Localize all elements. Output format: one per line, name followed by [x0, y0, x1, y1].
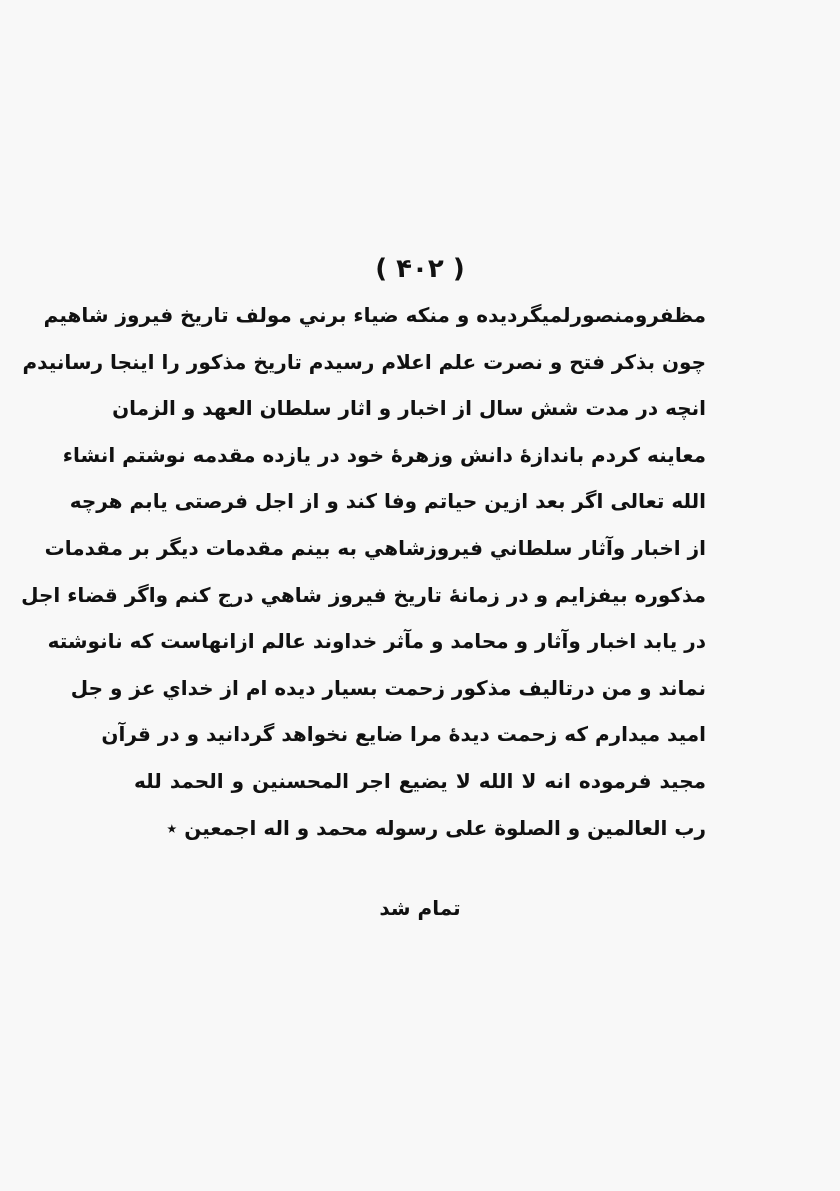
text-line: انچه در مدت شش سال از اخبار و اثار سلطان العهد و الزمان	[112, 396, 706, 421]
page-number: ( ۴۰۲ )	[375, 254, 465, 284]
text-line: مظفرومنصورلميگرديده و منکه ضياء برني مولف تاريخ فيروز شاهيم	[43, 303, 706, 327]
text-line: اميد ميدارم که زحمت ديدۀ مرا ضايع نخواهد گردانيد و در قرآن	[101, 722, 706, 747]
body-text	[21, 292, 706, 851]
text-line: الله تعالى اگر بعد ازين حياتم وفا کند و از اجل فرصتى يابم هرچه	[69, 489, 706, 514]
text-line: نماند و من درتاليف مذکور زحمت بسيار ديده ام از خداي عز و جل	[70, 675, 706, 700]
text-line: از اخبار وآثار سلطاني فيروزشاهي به بينم مقدمات ديگر بر مقدمات	[44, 535, 706, 560]
text-line: معاينه کردم باندازۀ دانش وزهرۀ خود در يازده مقدمه نوشتم انشاء	[62, 442, 706, 467]
text-line: مجيد فرموده انه لا الله لا يضيع اجر المحسنين و الحمد لله	[134, 768, 706, 793]
text-line: مذکوره بيفزايم و در زمانۀ تاريخ فيروز شاهي درج کنم واگر قضاء اجل	[21, 582, 706, 607]
text-line: در يابد اخبار وآثار و محامد و مآثر خداوند عالم ازانهاست که نانوشته	[47, 629, 706, 654]
text-line: چون بذکر فتح و نصرت علم اعلام رسيدم تاريخ مذکور را اينجا رسانيدم	[22, 349, 706, 374]
text-line: رب العالمين و الصلوة على رسوله محمد و اله اجمعين ٭	[166, 815, 706, 840]
colophon-ending: تمام شد	[379, 896, 461, 920]
